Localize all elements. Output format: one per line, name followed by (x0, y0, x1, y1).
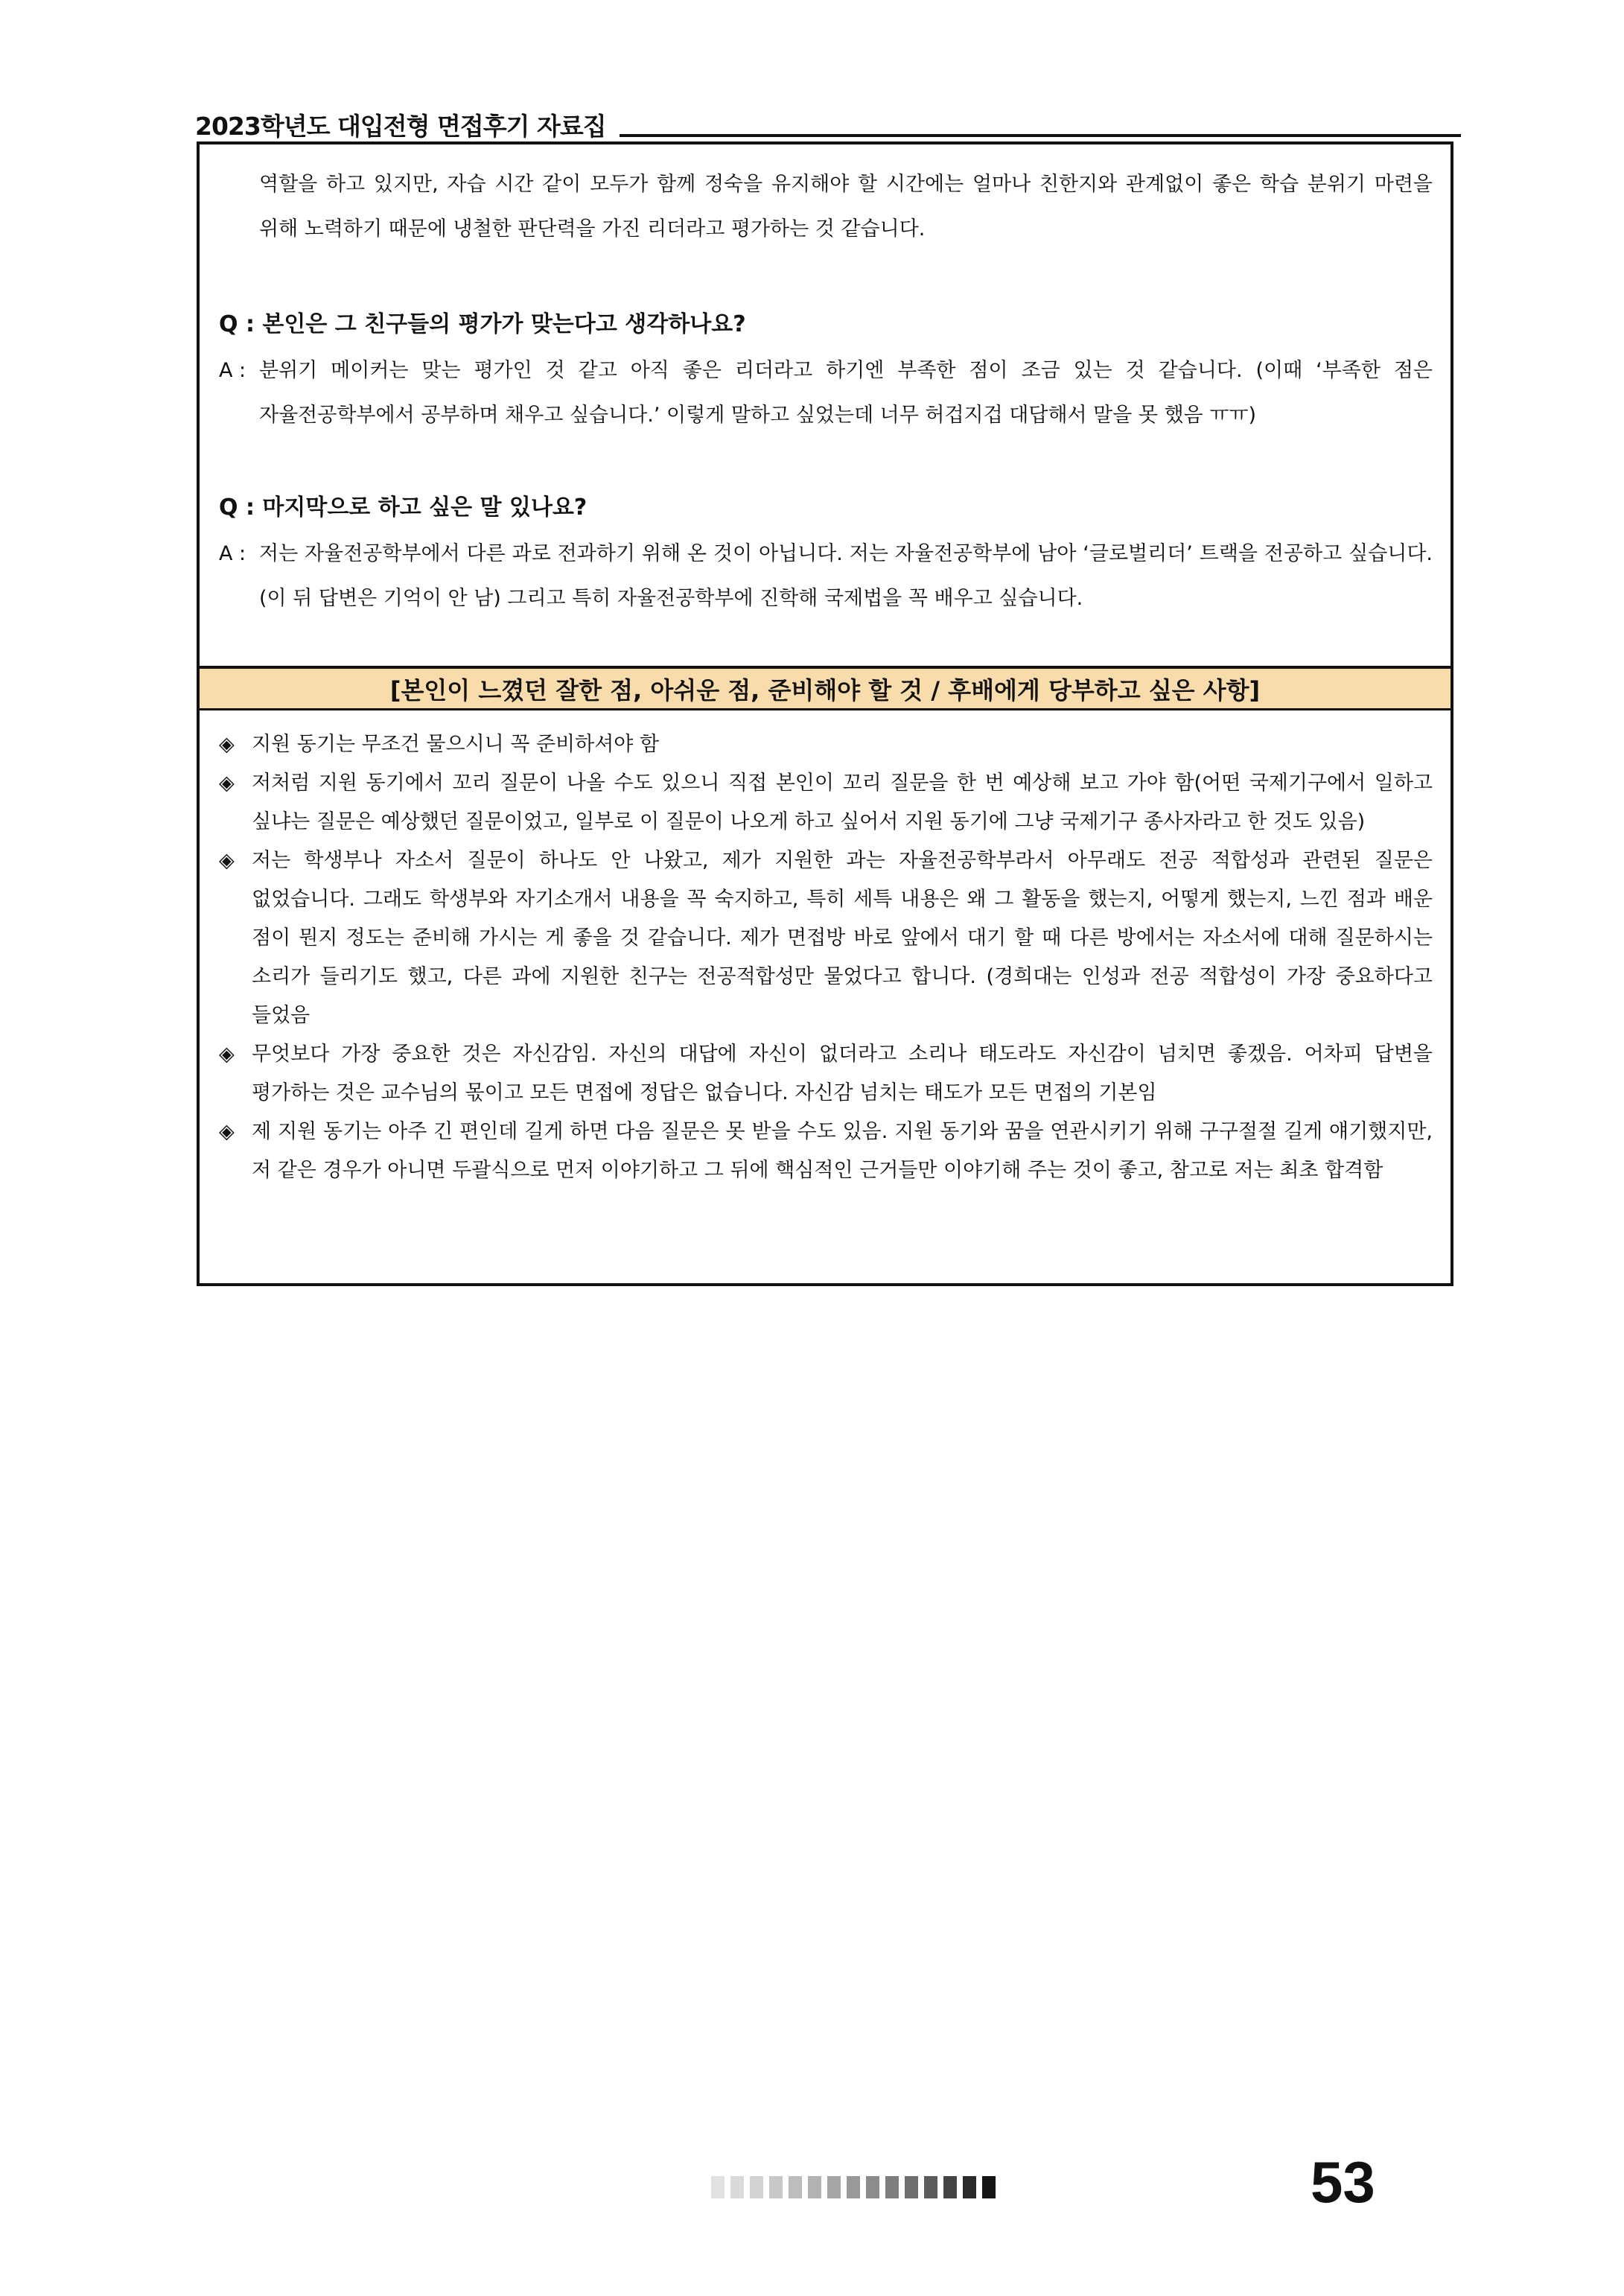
footer-square (885, 2176, 899, 2198)
diamond-bullet-icon: ◈ (219, 849, 235, 872)
diamond-bullet-icon: ◈ (219, 1043, 235, 1066)
content-box (197, 141, 1453, 1286)
footer-square (789, 2176, 802, 2198)
footer-square (711, 2176, 725, 2198)
list-item (219, 842, 1433, 1035)
page-number: 53 (1311, 2149, 1375, 2215)
diamond-bullet-icon: ◈ (219, 772, 235, 795)
footer-square (769, 2176, 783, 2198)
answer-text: 분위기 메이커는 맞는 평가인 것 같고 아직 좋은 리더라고 하기엔 부족한 점이 조금 있는 것 같습니다. (이때 ‘부족한 점은 자율전공학부에서 공부하며 채우고 싶습니다.’ 이렇게 말하고 싶었는데 너무 허겁지겁 대답해서 말을 못 했음 ㅠㅠ) (259, 359, 1433, 427)
header-rule (620, 134, 1461, 137)
footer-square (847, 2176, 860, 2198)
footer-square (943, 2176, 957, 2198)
question-2: Q : 마지막으로 하고 싶은 말 있나요? (219, 495, 587, 521)
tips-list (219, 725, 1433, 1190)
answer-text: 저는 자율전공학부에서 다른 과로 전과하기 위해 온 것이 아닙니다. 저는 자율전공학부에 남아 ‘글로벌리더’ 트랙을 전공하고 싶습니다. (이 뒤 답변은 기억이 안 남) 그리고 특히 자율전공학부에 진학해 국제법을 꼭 배우고 싶습니다. (259, 542, 1433, 610)
answer-continuation: 역할을 하고 있지만, 자습 시간 같이 모두가 함께 정숙을 유지해야 할 시간에는 얼마나 친한지와 관계없이 좋은 학습 분위기 마련을 위해 노력하기 때문에 냉철한 판단력을 가진 리더라고 평가하는 것 같습니다. (259, 173, 1433, 241)
answer-label: A : (219, 359, 246, 382)
list-item (219, 764, 1433, 842)
footer-square (808, 2176, 821, 2198)
list-item (219, 1035, 1433, 1113)
footer-square (827, 2176, 841, 2198)
footer-square (730, 2176, 744, 2198)
question-1: Q : 본인은 그 친구들의 평가가 맞는다고 생각하나요? (219, 311, 746, 337)
footer-square (905, 2176, 918, 2198)
tip-text: 제 지원 동기는 아주 긴 편인데 길게 하면 다음 질문은 못 받을 수도 있음. 지원 동기와 꿈을 연관시키기 위해 구구절절 길게 얘기했지만, 저 같은 경우가 아니면 두괄식으로 먼저 이야기하고 그 뒤에 핵심적인 근거들만 이야기해 주는 것이 좋고, 참고로 저는 최초 합격함 (252, 1120, 1433, 1182)
footer-square (750, 2176, 763, 2198)
footer-square (963, 2176, 976, 2198)
list-item (219, 1113, 1433, 1190)
footer-square (982, 2176, 996, 2198)
gradient-squares (711, 2176, 996, 2198)
tip-text: 지원 동기는 무조건 물으시니 꼭 준비하셔야 함 (252, 733, 660, 756)
header-title: 2023학년도 대입전형 면접후기 자료집 (195, 112, 606, 141)
footer-square (866, 2176, 879, 2198)
section-heading: [본인이 느꼈던 잘한 점, 아쉬운 점, 준비해야 할 것 / 후배에게 당부하고 싶은 사항] (200, 666, 1451, 710)
diamond-bullet-icon: ◈ (219, 733, 235, 756)
answer-2 (219, 532, 1433, 621)
tip-text: 무엇보다 가장 중요한 것은 자신감임. 자신의 대답에 자신이 없더라고 소리나 태도라도 자신감이 넘치면 좋겠음. 어차피 답변을 평가하는 것은 교수님의 몫이고 모든 면접에 정답은 없습니다. 자신감 넘치는 태도가 모든 면접의 기본임 (252, 1043, 1433, 1104)
document-header (195, 112, 1461, 141)
footer-square (924, 2176, 937, 2198)
tip-text: 저처럼 지원 동기에서 꼬리 질문이 나올 수도 있으니 직접 본인이 꼬리 질문을 한 번 예상해 보고 가야 함(어떤 국제기구에서 일하고 싶냐는 질문은 예상했던 질문이었고, 일부로 이 질문이 나오게 하고 싶어서 지원 동기에 그냥 국제기구 종사자라고 한 것도 있음) (252, 772, 1433, 833)
answer-1 (219, 349, 1433, 438)
list-item (219, 725, 1433, 764)
diamond-bullet-icon: ◈ (219, 1120, 235, 1143)
tip-text: 저는 학생부나 자소서 질문이 하나도 안 나왔고, 제가 지원한 과는 자율전공학부라서 아무래도 전공 적합성과 관련된 질문은 없었습니다. 그래도 학생부와 자기소개서 내용을 꼭 숙지하고, 특히 세특 내용은 왜 그 활동을 했는지, 어떻게 했는지, 느낀 점과 배운 점이 뭔지 정도는 준비해 가시는 게 좋을 것 같습니다. 제가 면접방 바로 앞에서 대기 할 때 다른 방에서는 자소서에 대해 질문하시는 소리가 들리기도 했고, 다른 과에 지원한 친구는 전공적합성만 물었다고 합니다. (경희대는 인성과 전공 적합성이 가장 중요하다고 들었음 (252, 849, 1433, 1027)
answer-label: A : (219, 542, 246, 565)
